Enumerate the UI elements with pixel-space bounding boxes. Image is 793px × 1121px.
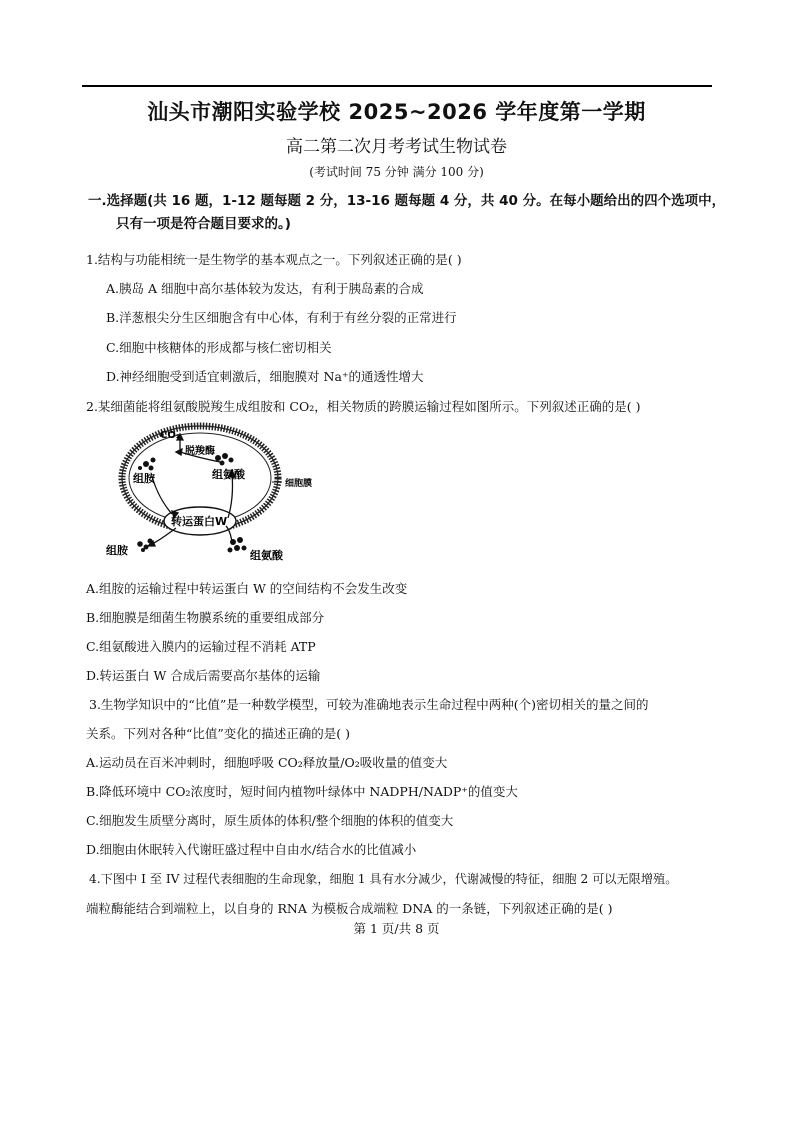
section-line-1: 一.选择题(共 16 题，1-12 题每题 2 分，13-16 题每题 4 分，共 40 分。在每小题给出的四个选项中， <box>88 193 726 209</box>
page-footer: 第 1 页/共 8 页 <box>353 921 440 936</box>
question-2-option-c: C.组氨酸进入膜内的运输过程不消耗 ATP <box>86 639 316 654</box>
exam-title: 汕头市潮阳实验学校 2025~2026 学年度第一学期 <box>147 100 646 124</box>
histidine-dots-inside <box>215 453 234 466</box>
header-rule <box>82 85 712 87</box>
histidine-dots-outside <box>228 537 247 553</box>
question-2-stem: 2.某细菌能将组氨酸脱羧生成组胺和 CO₂，相关物质的跨膜运输过程如图所示。下列叙述正确的是( ) <box>86 399 641 414</box>
question-2-option-b: B.细胞膜是细菌生物膜系统的重要组成部分 <box>86 610 325 625</box>
question-3-option-b: B.降低环境中 CO₂浓度时，短时间内植物叶绿体中 NADPH/NADP⁺的值变大 <box>86 784 518 799</box>
question-3-stem-line-2: 关系。下列对各种“比值”变化的描述正确的是( ) <box>86 726 351 741</box>
question-4-stem-line-2: 端粒酶能结合到端粒上，以自身的 RNA 为模板合成端粒 DNA 的一条链，下列叙述正确的是( ) <box>86 901 613 916</box>
question-3-stem-line-1: 3.生物学知识中的“比值”是一种数学模型，可较为准确地表示生命过程中两种(个)密切相关的量之间的 <box>89 697 649 712</box>
cell-membrane-diagram <box>100 418 360 568</box>
label-histamine-outside: 组胺 <box>106 544 128 557</box>
question-1-option-b: B.洋葱根尖分生区细胞含有中心体，有利于有丝分裂的正常进行 <box>106 310 457 325</box>
section-instructions <box>88 190 728 236</box>
question-3-option-a: A.运动员在百米冲刺时，细胞呼吸 CO₂释放量/O₂吸收量的值变大 <box>86 755 448 770</box>
question-1-option-a: A.胰岛 A 细胞中高尔基体较为发达，有利于胰岛素的合成 <box>106 281 424 296</box>
label-histidine-outside: 组氨酸 <box>250 549 283 562</box>
exam-time-note: (考试时间 75 分钟 满分 100 分) <box>309 165 484 179</box>
section-line-2: 只有一项是符合题目要求的。) <box>116 216 291 232</box>
question-1-stem: 1.结构与功能相统一是生物学的基本观点之一。下列叙述正确的是( ) <box>86 252 462 267</box>
question-2-option-d: D.转运蛋白 W 合成后需要高尔基体的运输 <box>86 668 321 683</box>
histamine-dots-inside <box>138 458 156 471</box>
exam-subtitle: 高二第二次月考考试生物试卷 <box>286 137 507 157</box>
question-1-option-c: C.细胞中核糖体的形成都与核仁密切相关 <box>106 340 332 355</box>
question-4-stem-line-1: 4.下图中 I 至 IV 过程代表细胞的生命现象，细胞 1 具有水分减少，代谢减慢的特征，细胞 2 可以无限增殖。 <box>89 872 678 886</box>
question-3-option-d: D.细胞由休眠转入代谢旺盛过程中自由水/结合水的比值减小 <box>86 842 417 857</box>
label-histamine-inside: 组胺 <box>133 472 155 485</box>
question-1-option-d: D.神经细胞受到适宜刺激后，细胞膜对 Na⁺的通透性增大 <box>106 369 424 384</box>
label-transporter-w: 转运蛋白W <box>171 515 228 528</box>
question-3-option-c: C.细胞发生质壁分离时，原生质体的体积/整个细胞的体积的值变大 <box>86 813 454 828</box>
label-histidine-inside: 组氨酸 <box>212 468 245 481</box>
question-2-option-a: A.组胺的运输过程中转运蛋白 W 的空间结构不会发生改变 <box>86 581 408 596</box>
label-cell-membrane: 细胞膜 <box>285 479 313 489</box>
label-co2: CO₂ <box>160 430 181 441</box>
label-decarboxylase: 脱羧酶 <box>185 446 215 457</box>
